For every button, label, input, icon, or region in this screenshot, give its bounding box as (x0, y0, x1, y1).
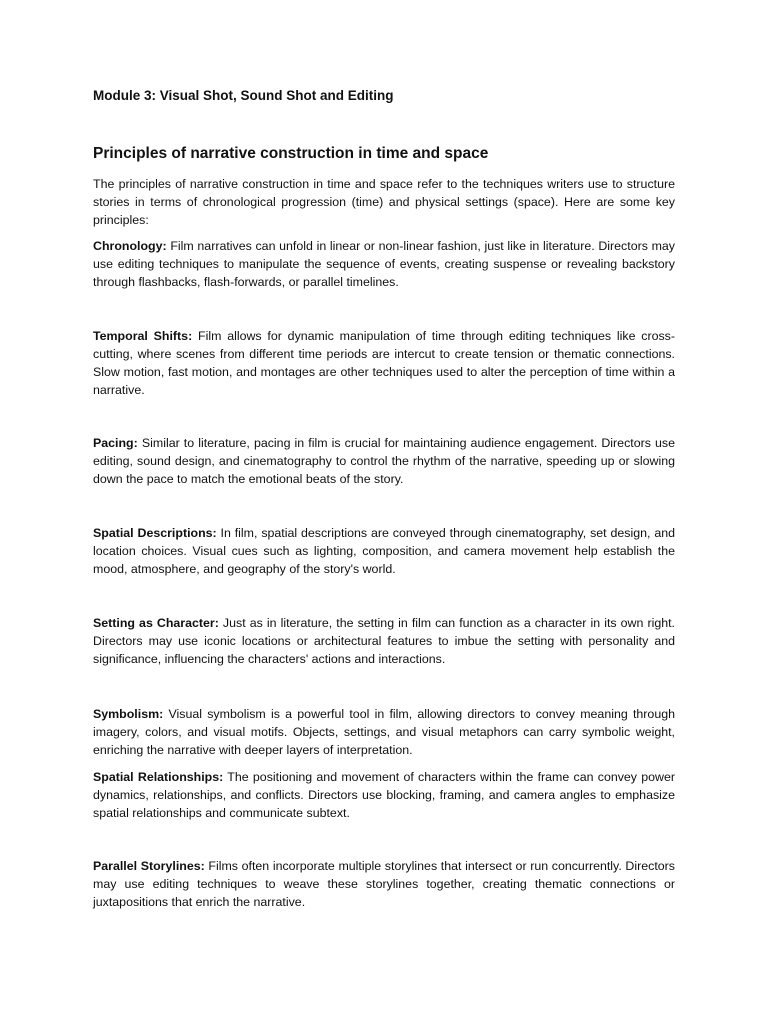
principle-term: Setting as Character: (93, 616, 219, 630)
principle-temporal-shifts (93, 327, 675, 399)
principle-text: Film allows for dynamic manipulation of time through editing techniques like cross-cutting, where scenes from different time periods are intercut to create tension or thematic connections. Slow motion, fast motion, and montages are other techniques used to alter the perception of time within a narrative. (93, 329, 675, 397)
principle-term: Spatial Relationships: (93, 770, 224, 784)
principle-text: Similar to literature, pacing in film is crucial for maintaining audience engagement. Directors use editing, sound design, and cinematography to control the rhythm of the narrative, speeding up or slowing down the pace to match the emotional beats of the story. (93, 436, 675, 486)
principle-text: The positioning and movement of characters within the frame can convey power dynamics, relationships, and conflicts. Directors use blocking, framing, and camera angles to emphasize spatial relationships and communicate subtext. (93, 770, 676, 820)
principle-text: Visual symbolism is a powerful tool in film, allowing directors to convey meaning through imagery, colors, and visual motifs. Objects, settings, and visual metaphors can carry symbolic weight, enriching the narrative with deeper layers of interpretation. (93, 707, 675, 757)
principle-text: In film, spatial descriptions are conveyed through cinematography, set design, and location choices. Visual cues such as lighting, composition, and camera movement help establish the mood, atmosphere, and geography of the story's world. (93, 526, 675, 576)
principle-chronology (93, 237, 675, 291)
intro-paragraph: The principles of narrative construction in time and space refer to the techniques writers use to structure stories in terms of chronological progression (time) and physical settings (space). Here are some key principles: (93, 177, 675, 227)
principle-text: Film narratives can unfold in linear or non-linear fashion, just like in literature. Directors may use editing techniques to manipulate the sequence of events, creating suspense or revealing backstory through flashbacks, flash-forwards, or parallel timelines. (93, 239, 675, 289)
principle-spatial-relationships (93, 768, 675, 822)
principle-parallel-storylines (93, 857, 675, 911)
principle-term: Pacing: (93, 436, 138, 450)
principle-text: Just as in literature, the setting in film can function as a character in its own right. Directors may use iconic locations or architectural features to imbue the setting with personality and significance, influencing the characters' actions and interactions. (93, 616, 675, 666)
principle-symbolism (93, 705, 675, 759)
module-title: Module 3: Visual Shot, Sound Shot and Editing (93, 88, 394, 103)
principle-text: Films often incorporate multiple storylines that intersect or run concurrently. Directors may use editing techniques to weave these storylines together, creating thematic connections or juxtapositions that enrich the narrative. (93, 859, 675, 909)
principle-spatial-descriptions (93, 524, 675, 578)
principle-term: Spatial Descriptions: (93, 526, 217, 540)
principle-term: Temporal Shifts: (93, 329, 193, 343)
principle-setting-as-character (93, 614, 675, 668)
principle-term: Chronology: (93, 239, 167, 253)
section-heading: Principles of narrative construction in time and space (93, 145, 489, 162)
principle-term: Parallel Storylines: (93, 859, 205, 873)
principle-pacing (93, 434, 675, 488)
principle-term: Symbolism: (93, 707, 164, 721)
